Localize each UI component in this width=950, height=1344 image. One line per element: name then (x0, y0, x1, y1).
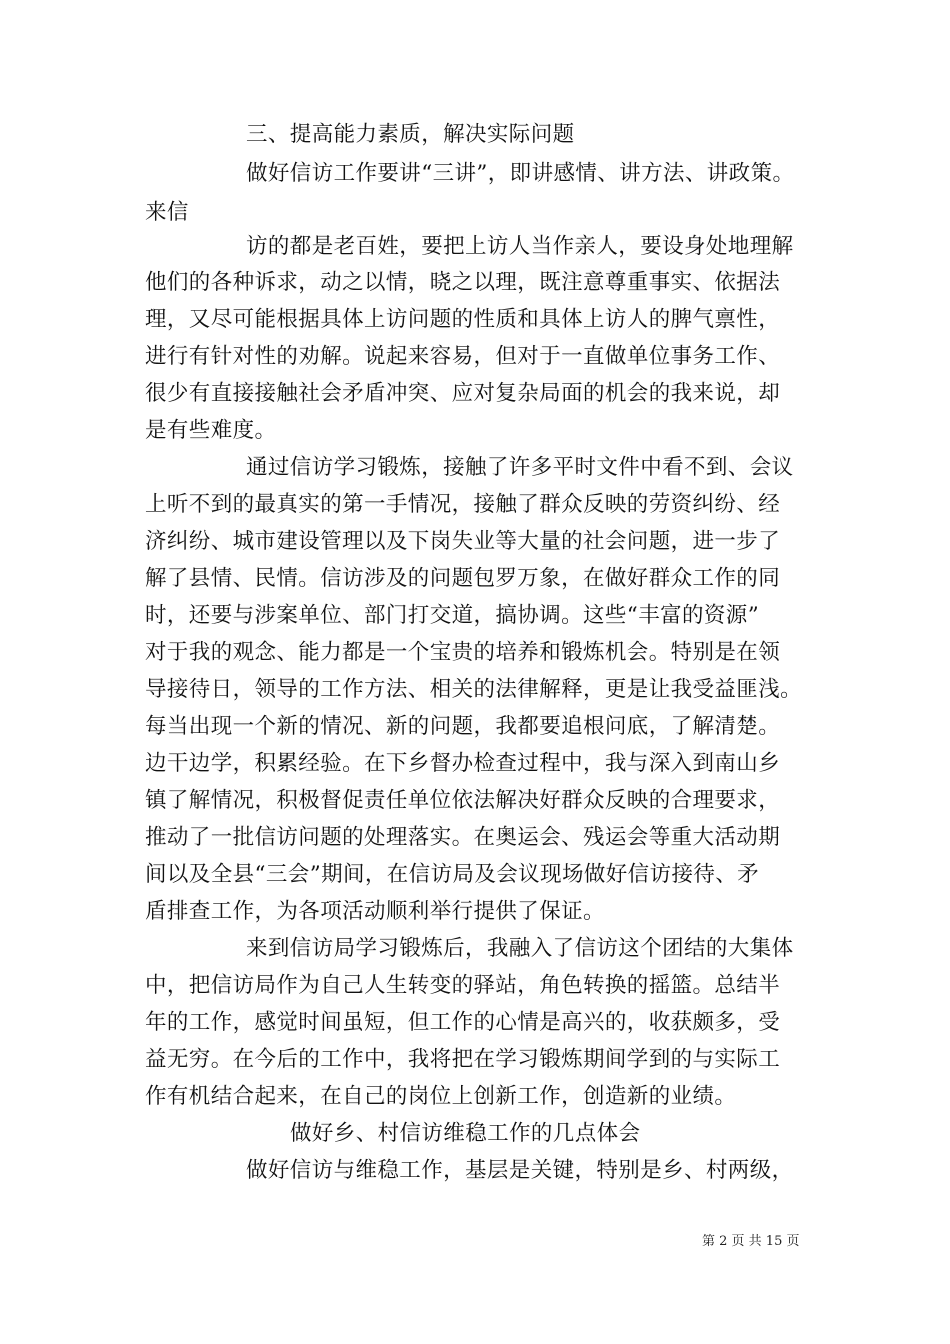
paragraph-line: 进行有针对性的劝解。说起来容易，但对于一直做单位事务工作、 (145, 344, 781, 369)
paragraph-line: 时，还要与涉案单位、部门打交道，搞协调。这些“丰富的资源” (145, 603, 760, 628)
page-number: 第 2 页 共 15 页 (702, 1234, 800, 1249)
paragraph-line: 他们的各种诉求，动之以情，晓之以理，既注意尊重事实、依据法 (145, 270, 781, 295)
paragraph-line: 理，又尽可能根据具体上访问题的性质和具体上访人的脾气禀性， (145, 307, 781, 332)
paragraph-line: 年的工作，感觉时间虽短，但工作的心情是高兴的，收获颇多，受 (145, 1010, 781, 1035)
paragraph-line: 是有些难度。 (145, 418, 277, 443)
paragraph-line: 对于我的观念、能力都是一个宝贵的培养和锻炼机会。特别是在领 (145, 640, 781, 665)
paragraph-line: 导接待日，领导的工作方法、相关的法律解释，更是让我受益匪浅。 (145, 677, 803, 702)
paragraph-line: 盾排查工作，为各项活动顺利举行提供了保证。 (145, 899, 605, 924)
paragraph-line: 益无穷。在今后的工作中，我将把在学习锻炼期间学到的与实际工 (145, 1047, 781, 1072)
paragraph-line: 做好信访工作要讲“三讲”，即讲感情、讲方法、讲政策。 (246, 161, 795, 186)
paragraph-line: 来到信访局学习锻炼后，我融入了信访这个团结的大集体 (246, 936, 794, 961)
section-heading: 三、提高能力素质，解决实际问题 (246, 122, 575, 147)
paragraph-line: 访的都是老百姓，要把上访人当作亲人，要设身处地理解 (246, 234, 794, 259)
paragraph-line: 济纠纷、城市建设管理以及下岗失业等大量的社会问题，进一步了 (145, 529, 781, 554)
article-title: 做好乡、村信访维稳工作的几点体会 (290, 1121, 641, 1146)
paragraph-line: 来信 (145, 200, 189, 225)
paragraph-line: 边干边学，积累经验。在下乡督办检查过程中，我与深入到南山乡 (145, 751, 781, 776)
paragraph-line: 中，把信访局作为自己人生转变的驿站，角色转换的摇篮。总结半 (145, 973, 781, 998)
paragraph-line: 很少有直接接触社会矛盾冲突、应对复杂局面的机会的我来说，却 (145, 381, 781, 406)
paragraph-line: 上听不到的最真实的第一手情况，接触了群众反映的劳资纠纷、经 (145, 492, 781, 517)
paragraph-line: 每当出现一个新的情况、新的问题，我都要追根问底，了解清楚。 (145, 714, 781, 739)
paragraph-line: 推动了一批信访问题的处理落实。在奥运会、残运会等重大活动期 (145, 825, 781, 850)
paragraph-line: 间以及全县“三会”期间，在信访局及会议现场做好信访接待、矛 (145, 862, 760, 887)
paragraph-line: 通过信访学习锻炼，接触了许多平时文件中看不到、会议 (246, 455, 794, 480)
paragraph-line: 解了县情、民情。信访涉及的问题包罗万象，在做好群众工作的同 (145, 566, 781, 591)
paragraph-line: 镇了解情况，积极督促责任单位依法解决好群众反映的合理要求， (145, 788, 781, 813)
paragraph-line: 作有机结合起来，在自己的岗位上创新工作，创造新的业绩。 (145, 1084, 737, 1109)
paragraph-line: 做好信访与维稳工作，基层是关键，特别是乡、村两级， (246, 1158, 794, 1183)
